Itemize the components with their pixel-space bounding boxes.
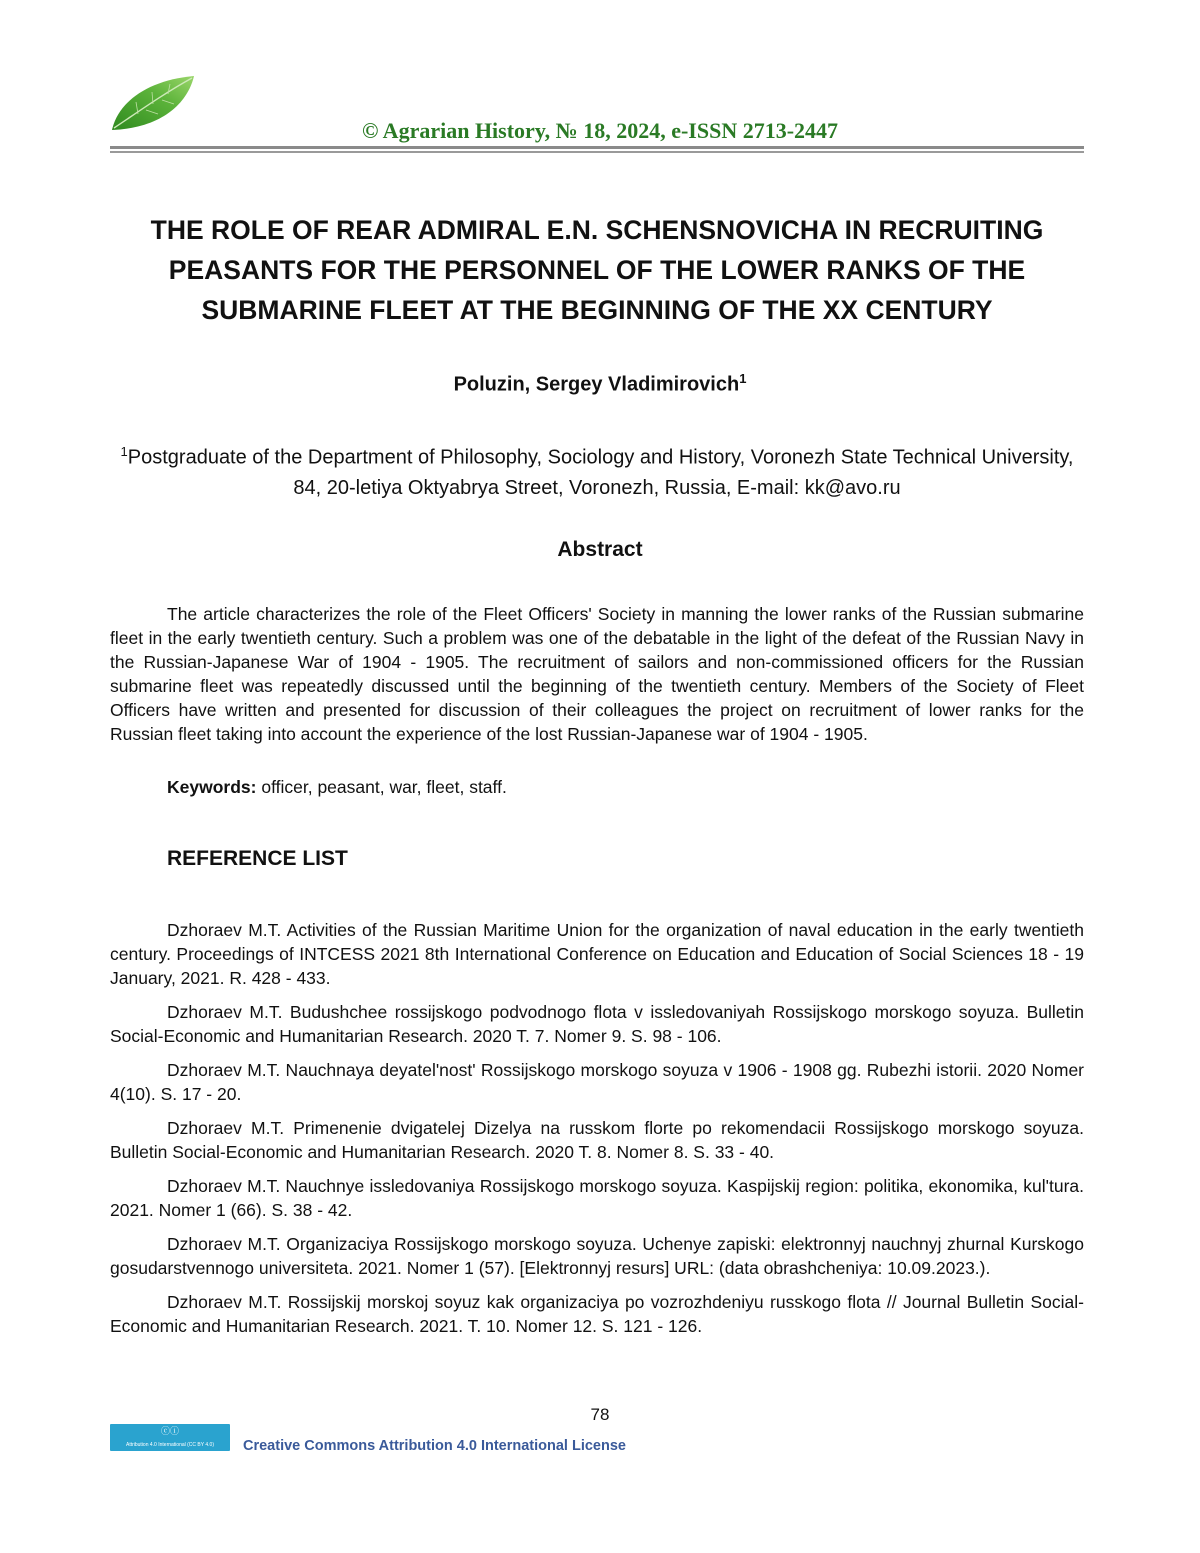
affiliation-superscript: 1: [120, 444, 128, 459]
reference-item: Dzhoraev M.T. Budushchee rossijskogo podvodnogo flota v issledovaniyah Rossijskogo morskogo soyuza. Bulletin Social-Economic and Humanitarian Research. 2020 T. 7. Nomer 9. S. 98 - 106.: [110, 1002, 1084, 1046]
reference-item: Dzhoraev M.T. Nauchnaya deyatel'nost' Rossijskogo morskogo soyuza v 1906 - 1908 gg. Rubezhi istorii. 2020 Nomer 4(10). S. 17 - 20.: [110, 1060, 1084, 1104]
keywords-label: Keywords:: [167, 777, 257, 797]
page-number: 78: [590, 1405, 610, 1424]
cc-glyph-icon: ⓒⓘ: [160, 1426, 179, 1436]
abstract-text: The article characterizes the role of the Fleet Officers' Society in manning the lower ranks of the Russian submarine fleet in the early twentieth century. Such a problem was one of the debatable in the light of the defeat of the Russian Navy in the Russian-Japanese War of 1904 - 1905. The recruitment of sailors and non-commissioned officers for the Russian submarine fleet was repeatedly discussed until the beginning of the twentieth century. Members of the Society of Fleet Officers have written and presented for discussion of their colleagues the project on recruitment of lower ranks for the Russian fleet taking into account the experience of the lost Russian-Japanese war of 1904 - 1905.: [110, 604, 1084, 744]
header-rule-secondary: [110, 151, 1084, 153]
reference-item: Dzhoraev M.T. Activities of the Russian Maritime Union for the organization of naval education in the early twentieth century. Proceedings of INTCESS 2021 8th International Conference on Education and Education of Social Sciences 18 - 19 January, 2021. R. 428 - 433.: [110, 920, 1084, 988]
reference-item: Dzhoraev M.T. Organizaciya Rossijskogo morskogo soyuza. Uchenye zapiski: elektronnyj nauchnyj zhurnal Kurskogo gosudarstvennogo universiteta. 2021. Nomer 1 (57). [Elektronnyj resurs] URL: (data obrashcheniya: 10.09.2023.).: [110, 1234, 1084, 1278]
reference-item: Dzhoraev M.T. Primenenie dvigatelej Dizelya na russkom florte po rekomendacii Rossijskogo morskogo soyuza. Bulletin Social-Economic and Humanitarian Research. 2020 T. 8. Nomer 8. S. 33 - 40.: [110, 1118, 1084, 1162]
cc-by-badge-icon: [110, 1424, 230, 1451]
keywords-text: officer, peasant, war, fleet, staff.: [261, 777, 507, 797]
author-name: Poluzin, Sergey Vladimirovich: [453, 373, 740, 396]
keywords: [167, 777, 507, 798]
reference-item: Dzhoraev M.T. Nauchnye issledovaniya Rossijskogo morskogo soyuza. Kaspijskij region: politika, ekonomika, kul'tura. 2021. Nomer 1 (66). S. 38 - 42.: [110, 1176, 1084, 1220]
reference-list: [110, 918, 1084, 1348]
author-line: [0, 371, 1200, 397]
license-text: Creative Commons Attribution 4.0 International License: [243, 1438, 626, 1454]
journal-header: © Agrarian History, № 18, 2024, e-ISSN 2713-2447: [361, 118, 839, 143]
affiliation-text: Postgraduate of the Department of Philosophy, Sociology and History, Voronezh State Technical University, 84, 20-letiya Oktyabrya Street, Voronezh, Russia, E-mail: kk@avo.ru: [127, 446, 1074, 499]
abstract-heading: Abstract: [557, 538, 643, 561]
cc-badge-text: Attribution 4.0 International (CC BY 4.0): [125, 1442, 214, 1448]
reference-list-heading: REFERENCE LIST: [167, 847, 348, 870]
author-superscript: 1: [739, 371, 747, 386]
header-rule: [110, 146, 1084, 149]
reference-item: Dzhoraev M.T. Rossijskij morskoj soyuz kak organizaciya po vozrozhdeniyu russkogo flota // Journal Bulletin Social-Economic and Humanitarian Research. 2021. T. 10. Nomer 12. S. 121 - 126.: [110, 1292, 1084, 1336]
article-title: THE ROLE OF REAR ADMIRAL E.N. SCHENSNOVICHA IN RECRUITING PEASANTS FOR THE PERSONNEL OF THE LOWER RANKS OF THE SUBMARINE FLEET AT THE BEGINNING OF THE XX CENTURY: [150, 215, 1044, 325]
affiliation: [110, 437, 1084, 503]
